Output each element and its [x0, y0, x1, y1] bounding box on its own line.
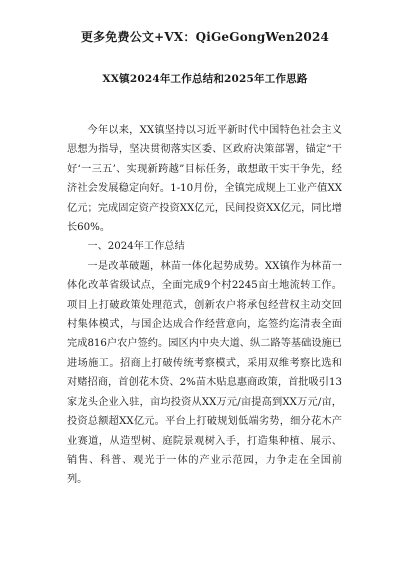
section-heading: 一、2024年工作总结 — [87, 241, 185, 253]
document-body — [67, 121, 342, 490]
intro-paragraph: 今年以来，XX镇坚持以习近平新时代中国特色社会主义思想为指导，坚决贯彻落实区委、区政府决策部署，锚定“干好‘一三五’、实现新跨越”目标任务，敢想敢干实干争先，经济社会发展稳定向好。1-10月份，全镇完成规上工业产值XX亿元；完成固定资产投资XX亿元，民间投资XX亿元，同比增长60%。 — [67, 125, 342, 234]
document-title: XX镇2024年工作总结和2025年工作思路 — [102, 73, 308, 85]
watermark-header: 更多免费公文+VX：QiGeGongWen2024 — [80, 30, 330, 44]
body-paragraph: 一是改革破题，林苗一体化起势成势。XX镇作为林苗一体化改革省级试点，全面完成9个村2245亩土地流转工作。项目上打破政策处理范式，创新农户将承包经营权主动交回村集体模式，与国企达成合作经营意向，迄签约迄清表全面完成816户农户签约。园区内中央大道、纵二路等基础设施已进场施工。招商上打破传统考察模式，采用双维考察比选和对赌招商，首创花木贷、2%苗木贴息惠商政策，首批吸引13家龙头企业入驻，亩均投资从XX万元/亩提高到XX万元/亩，投资总额超XX亿元。平台上打破规划低端劣势，细分花木产业赛道，从造型树、庭院景观树入手，打造集种植、展示、销售、科普、观光于一体的产业示范园，力争走在全国前列。 — [67, 260, 342, 486]
